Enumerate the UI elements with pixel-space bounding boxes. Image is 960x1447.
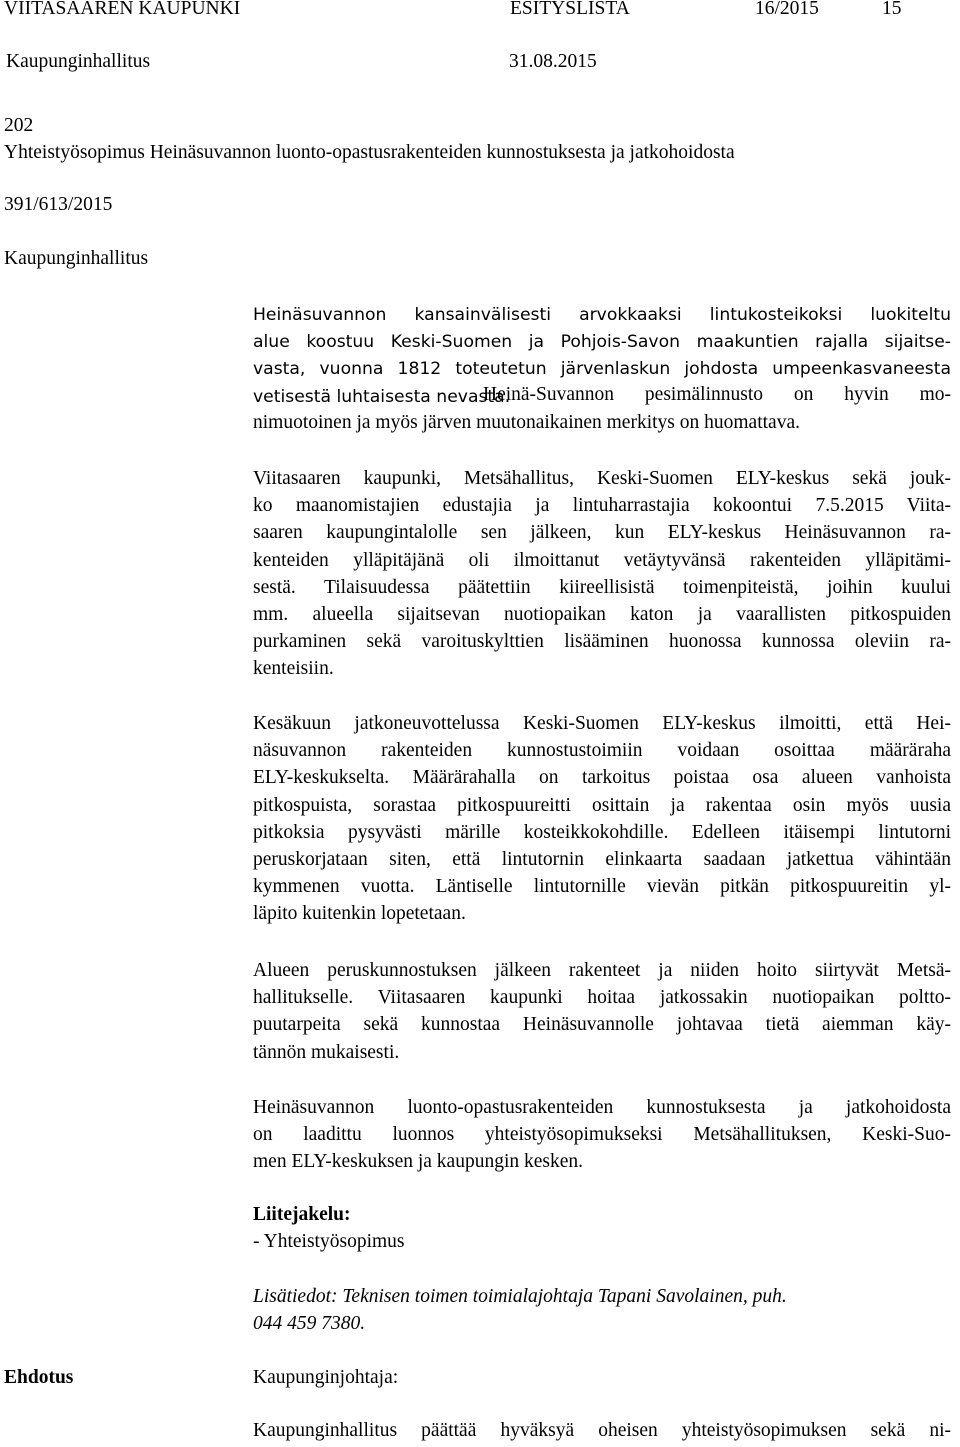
text-line: alue koostuu Keski-Suomen ja Pohjois-Savon maakuntien rajalla sijaitse- [253, 332, 951, 353]
attachment-item: - Yhteistyösopimus [253, 1231, 405, 1252]
text-line: men ELY-keskuksen ja kaupungin kesken. [253, 1151, 584, 1173]
text-line: vasta, vuonna 1812 toteutetun järvenlaskun johdosta umpeenkasvaneesta [253, 359, 951, 380]
item-reference: 391/613/2015 [4, 194, 113, 215]
more-info-phone: 044 459 7380. [253, 1313, 366, 1334]
text-line: ko maanomistajien edustajia ja lintuharrastajia kokoontui 7.5.2015 Viita- [253, 495, 951, 517]
text-line: läpito kuitenkin lopetetaan. [253, 903, 466, 925]
text-line: kymmenen vuotta. Läntiselle lintutornille vievän pitkän pitkospuureitin yl- [253, 876, 951, 898]
header-org: VIITASAAREN KAUPUNKI [4, 0, 241, 19]
text-line: Heinäsuvannon kansainvälisesti arvokkaaksi lintukosteikoksi luokiteltu [253, 305, 951, 325]
paragraph-agreement [253, 1094, 951, 1176]
paragraph-handover [253, 957, 951, 1066]
paragraph-negotiation [253, 710, 951, 928]
text-line: Alueen peruskunnostuksen jälkeen rakenteet ja niiden hoito siirtyvät Metsä- [253, 960, 951, 981]
section-label: Kaupunginhallitus [4, 248, 149, 269]
item-title: Yhteistyösopimus Heinäsuvannon luonto-opastusrakenteiden kunnostuksesta ja jatkohoidosta [4, 142, 735, 163]
text-line: mm. alueella sijaitsevan nuotiopaikan katon ja vaarallisten pitkospuiden [253, 603, 951, 625]
text-line: ELY-keskukselta. Määrärahalla on tarkoitus poistaa osa alueen vanhoista [253, 767, 951, 789]
header-page-number: 15 [882, 0, 902, 19]
text-line: Kesäkuun jatkoneuvottelussa Keski-Suomen ELY-keskus ilmoitti, että Hei- [253, 713, 951, 734]
header-issue: 16/2015 [755, 0, 819, 19]
text-line: näsuvannon rakenteiden kunnostustoimiin voidaan osoittaa määräraha [253, 740, 951, 762]
header-doc-type: ESITYSLISTA [510, 0, 630, 19]
text-line: pitkoksia pysyvästi märille kosteikkokohdille. Edelleen itäisempi lintutorni [253, 821, 951, 843]
text-line: kenteiden ylläpitäjänä oli ilmoittanut vetäytyvänsä rakenteiden ylläpitämi- [253, 549, 951, 571]
proposal-text: Kaupunginhallitus päättää hyväksyä oheisen yhteistyösopimuksen sekä ni- [253, 1420, 951, 1441]
text-line: hallitukselle. Viitasaaren kaupunki hoitaa jatkossakin nuotiopaikan poltto- [253, 987, 951, 1009]
paragraph-meeting [253, 465, 951, 683]
text-line: puutarpeita sekä kunnostaa Heinäsuvannolle johtavaa tietä aiemman käy- [253, 1014, 951, 1036]
text-line: vetisestä luhtaisesta nevasta. [253, 386, 511, 407]
text-line: nimuotoinen ja myös järven muutonaikainen merkitys on huomattava. [253, 412, 800, 433]
header-body: Kaupunginhallitus [6, 51, 151, 72]
text-line: tännön mukaisesti. [253, 1041, 400, 1063]
text-line: purkaminen sekä varoituskylttien lisääminen huonossa kunnossa oleviin ra- [253, 631, 951, 653]
more-info-line: Lisätiedot: Teknisen toimen toimialajohtaja Tapani Savolainen, puh. [253, 1286, 787, 1307]
text-line: sestä. Tilaisuudessa päätettiin kiireellisistä toimenpiteistä, joihin kuului [253, 576, 951, 598]
text-line: on laadittu luonnos yhteistyösopimukseksi Metsähallituksen, Keski-Suo- [253, 1124, 951, 1146]
text-line: Heinä-Suvannon pesimälinnusto on hyvin mo- [483, 384, 951, 405]
text-line: peruskorjataan siten, että lintutornin elinkaarta saadaan jatkettua vähintään [253, 848, 951, 870]
text-line: Viitasaaren kaupunki, Metsähallitus, Keski-Suomen ELY-keskus sekä jouk- [253, 468, 951, 489]
header-date: 31.08.2015 [509, 51, 597, 72]
proposal-label: Ehdotus [4, 1367, 74, 1388]
attachments-heading: Liitejakelu: [253, 1204, 351, 1225]
text-line: pitkospuista, sorastaa pitkospuureitti osittain ja rakentaa osin myös uusia [253, 794, 951, 816]
text-line: Heinäsuvannon luonto-opastusrakenteiden kunnostuksesta ja jatkohoidosta [253, 1097, 951, 1118]
text-line: saaren kaupungintalolle sen jälkeen, kun ELY-keskus Heinäsuvannon ra- [253, 522, 951, 544]
text-line: kenteisiin. [253, 658, 334, 680]
proposal-proposer: Kaupunginjohtaja: [253, 1367, 399, 1388]
item-number: 202 [4, 115, 34, 136]
